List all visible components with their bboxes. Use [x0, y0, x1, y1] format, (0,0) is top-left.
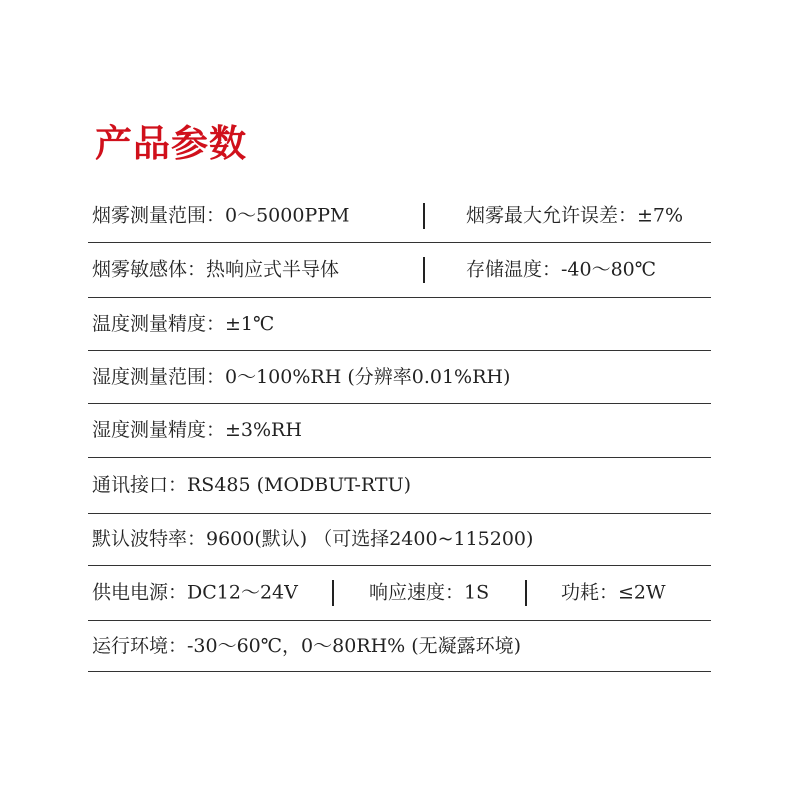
baud-rate-text: 默认波特率：9600(默认) （可选择2400~115200) [92, 528, 534, 550]
sensor-type-text: 烟雾敏感体：热响应式半导体 [92, 258, 340, 281]
environment-text: 运行环境：-30～60℃，0～80RH% (无凝露环境) [92, 634, 522, 657]
power-supply-text: 供电电源：DC12～24V [92, 581, 298, 604]
column-divider [423, 257, 425, 283]
smoke-range-text: 烟雾测量范围：0～5000PPM [92, 204, 350, 227]
column-divider [332, 580, 334, 606]
smoke-error-text: 烟雾最大允许误差：±7% [466, 204, 684, 227]
spec-row-humidity-range [88, 351, 711, 404]
spec-row-smoke [88, 190, 711, 243]
spec-row-baud-rate [88, 514, 711, 566]
storage-temp-text: 存储温度：-40～80℃ [466, 258, 657, 281]
humidity-range-text: 湿度测量范围：0～100%RH (分辨率0.01%RH) [92, 365, 511, 388]
response-speed-text: 响应速度：1S [369, 581, 490, 604]
spec-row-temp-accuracy [88, 298, 711, 351]
page-title: 产品参数 [95, 122, 247, 165]
power-consumption-text: 功耗：≤2W [561, 581, 666, 604]
temp-accuracy-text: 温度测量精度：±1℃ [92, 312, 275, 335]
spec-row-environment [88, 621, 711, 672]
spec-row-sensor [88, 243, 711, 298]
spec-row-interface [88, 458, 711, 514]
spec-row-power [88, 566, 711, 621]
column-divider [525, 580, 527, 606]
spec-table [88, 190, 711, 672]
humidity-accuracy-text: 湿度测量精度：±3%RH [92, 419, 302, 441]
column-divider [423, 203, 425, 229]
spec-row-humidity-accuracy [88, 404, 711, 458]
interface-text: 通讯接口：RS485 (MODBUT-RTU) [92, 474, 411, 496]
